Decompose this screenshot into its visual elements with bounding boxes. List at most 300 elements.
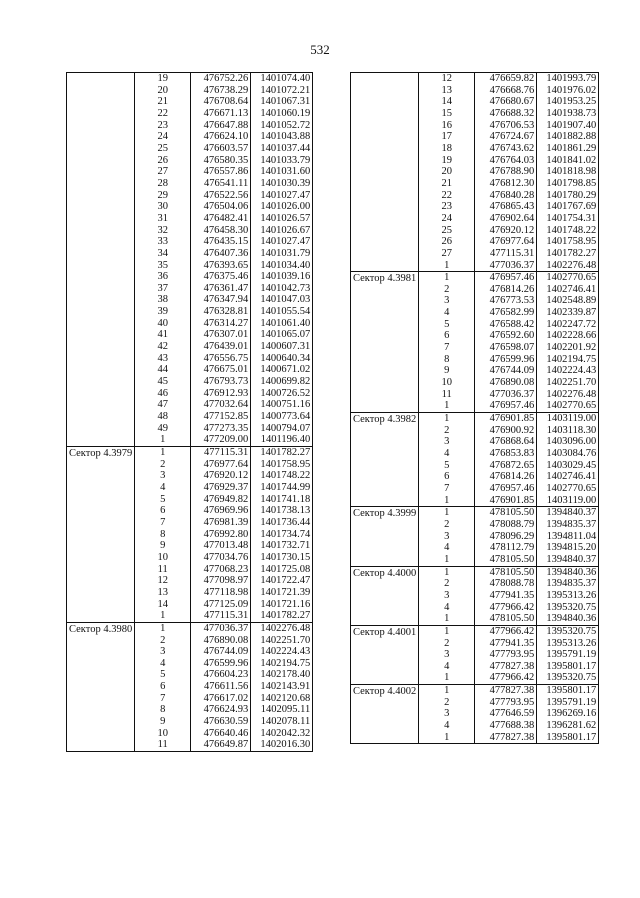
point-number: 3 bbox=[135, 646, 191, 658]
sector-label: Сектор 4.3999 bbox=[351, 507, 419, 566]
x-coordinate: 477209.00 bbox=[191, 434, 251, 446]
sector-label: Сектор 4.3979 bbox=[67, 447, 135, 623]
y-coordinate: 1401736.44 bbox=[251, 517, 313, 529]
point-number: 1 bbox=[135, 434, 191, 446]
point-number: 3 bbox=[419, 590, 475, 602]
x-coordinate: 476793.73 bbox=[191, 376, 251, 388]
x-coordinate: 476592.60 bbox=[475, 330, 537, 342]
point-number: 10 bbox=[135, 728, 191, 740]
y-coordinate: 1401732.71 bbox=[251, 540, 313, 552]
point-number: 7 bbox=[419, 483, 475, 495]
x-coordinate: 477941.35 bbox=[475, 638, 537, 650]
point-number: 37 bbox=[135, 283, 191, 295]
y-coordinate: 1401065.07 bbox=[251, 329, 313, 341]
y-coordinate: 1395791.19 bbox=[537, 697, 599, 709]
x-coordinate: 476347.94 bbox=[191, 294, 251, 306]
point-number: 20 bbox=[419, 166, 475, 178]
x-coordinate: 476630.59 bbox=[191, 716, 251, 728]
y-coordinate: 1395320.75 bbox=[537, 672, 599, 684]
point-number: 24 bbox=[135, 131, 191, 143]
y-coordinate: 1401748.22 bbox=[251, 470, 313, 482]
y-coordinate: 1400699.82 bbox=[251, 376, 313, 388]
y-coordinate: 1394840.36 bbox=[537, 566, 599, 578]
point-number: 1 bbox=[419, 732, 475, 744]
point-number: 38 bbox=[135, 294, 191, 306]
x-coordinate: 476752.26 bbox=[191, 73, 251, 85]
x-coordinate: 476957.46 bbox=[475, 400, 537, 412]
point-number: 5 bbox=[135, 494, 191, 506]
y-coordinate: 1401026.67 bbox=[251, 225, 313, 237]
point-number: 9 bbox=[135, 540, 191, 552]
y-coordinate: 1401748.22 bbox=[537, 225, 599, 237]
y-coordinate: 1395801.17 bbox=[537, 661, 599, 673]
point-number: 26 bbox=[419, 236, 475, 248]
point-number: 1 bbox=[419, 672, 475, 684]
x-coordinate: 476814.26 bbox=[475, 471, 537, 483]
y-coordinate: 1396269.16 bbox=[537, 708, 599, 720]
y-coordinate: 1401882.88 bbox=[537, 131, 599, 143]
x-coordinate: 476522.56 bbox=[191, 190, 251, 202]
point-number: 41 bbox=[135, 329, 191, 341]
coordinates-table-right bbox=[350, 72, 599, 744]
x-coordinate: 476314.27 bbox=[191, 318, 251, 330]
point-number: 7 bbox=[135, 693, 191, 705]
y-coordinate: 1402201.92 bbox=[537, 342, 599, 354]
x-coordinate: 477646.59 bbox=[475, 708, 537, 720]
point-number: 20 bbox=[135, 85, 191, 97]
point-number: 3 bbox=[419, 436, 475, 448]
y-coordinate: 1403118.30 bbox=[537, 425, 599, 437]
x-coordinate: 477688.38 bbox=[475, 720, 537, 732]
x-coordinate: 476361.47 bbox=[191, 283, 251, 295]
x-coordinate: 476375.46 bbox=[191, 271, 251, 283]
point-number: 39 bbox=[135, 306, 191, 318]
table-row bbox=[67, 73, 313, 85]
sector-label: Сектор 4.4001 bbox=[351, 625, 419, 684]
y-coordinate: 1401030.39 bbox=[251, 178, 313, 190]
x-coordinate: 477032.64 bbox=[191, 399, 251, 411]
point-number: 3 bbox=[419, 708, 475, 720]
x-coordinate: 476743.62 bbox=[475, 143, 537, 155]
x-coordinate: 476640.46 bbox=[191, 728, 251, 740]
x-coordinate: 477966.42 bbox=[475, 602, 537, 614]
x-coordinate: 476788.90 bbox=[475, 166, 537, 178]
y-coordinate: 1401758.95 bbox=[537, 236, 599, 248]
y-coordinate: 1402016.30 bbox=[251, 739, 313, 751]
y-coordinate: 1401782.27 bbox=[251, 610, 313, 622]
sector-label: Сектор 4.3980 bbox=[67, 622, 135, 751]
y-coordinate: 1400773.64 bbox=[251, 411, 313, 423]
y-coordinate: 1395320.75 bbox=[537, 625, 599, 637]
sector-label bbox=[351, 73, 419, 272]
point-number: 8 bbox=[135, 704, 191, 716]
point-number: 49 bbox=[135, 423, 191, 435]
x-coordinate: 476680.67 bbox=[475, 96, 537, 108]
y-coordinate: 1401754.31 bbox=[537, 213, 599, 225]
sector-label: Сектор 4.3982 bbox=[351, 413, 419, 507]
point-number: 27 bbox=[135, 166, 191, 178]
table-row bbox=[351, 625, 599, 637]
x-coordinate: 476675.01 bbox=[191, 364, 251, 376]
x-coordinate: 476744.09 bbox=[475, 365, 537, 377]
point-number: 23 bbox=[135, 120, 191, 132]
x-coordinate: 476482.41 bbox=[191, 213, 251, 225]
x-coordinate: 476901.85 bbox=[475, 495, 537, 507]
x-coordinate: 477098.97 bbox=[191, 575, 251, 587]
x-coordinate: 477036.37 bbox=[191, 622, 251, 634]
point-number: 44 bbox=[135, 364, 191, 376]
x-coordinate: 476624.93 bbox=[191, 704, 251, 716]
point-number: 12 bbox=[419, 73, 475, 85]
x-coordinate: 478088.79 bbox=[475, 519, 537, 531]
y-coordinate: 1401060.19 bbox=[251, 108, 313, 120]
x-coordinate: 477827.38 bbox=[475, 732, 537, 744]
x-coordinate: 476773.53 bbox=[475, 295, 537, 307]
point-number: 1 bbox=[419, 400, 475, 412]
point-number: 2 bbox=[419, 425, 475, 437]
point-number: 11 bbox=[135, 739, 191, 751]
x-coordinate: 478105.50 bbox=[475, 566, 537, 578]
x-coordinate: 477966.42 bbox=[475, 625, 537, 637]
x-coordinate: 477068.23 bbox=[191, 564, 251, 576]
y-coordinate: 1402548.89 bbox=[537, 295, 599, 307]
point-number: 40 bbox=[135, 318, 191, 330]
y-coordinate: 1401782.27 bbox=[537, 248, 599, 260]
y-coordinate: 1401730.15 bbox=[251, 552, 313, 564]
point-number: 8 bbox=[135, 529, 191, 541]
table-row bbox=[351, 507, 599, 519]
y-coordinate: 1401052.72 bbox=[251, 120, 313, 132]
point-number: 25 bbox=[419, 225, 475, 237]
y-coordinate: 1400794.07 bbox=[251, 423, 313, 435]
x-coordinate: 476647.88 bbox=[191, 120, 251, 132]
y-coordinate: 1402224.43 bbox=[251, 646, 313, 658]
point-number: 1 bbox=[419, 613, 475, 625]
point-number: 1 bbox=[135, 622, 191, 634]
point-number: 25 bbox=[135, 143, 191, 155]
point-number: 1 bbox=[419, 413, 475, 425]
x-coordinate: 476890.08 bbox=[191, 635, 251, 647]
y-coordinate: 1401196.40 bbox=[251, 434, 313, 446]
y-coordinate: 1401798.85 bbox=[537, 178, 599, 190]
point-number: 22 bbox=[419, 190, 475, 202]
point-number: 42 bbox=[135, 341, 191, 353]
point-number: 1 bbox=[135, 447, 191, 459]
y-coordinate: 1401055.54 bbox=[251, 306, 313, 318]
x-coordinate: 476840.28 bbox=[475, 190, 537, 202]
point-number: 2 bbox=[419, 697, 475, 709]
y-coordinate: 1401027.47 bbox=[251, 190, 313, 202]
point-number: 34 bbox=[135, 248, 191, 260]
x-coordinate: 476624.10 bbox=[191, 131, 251, 143]
x-coordinate: 477115.31 bbox=[191, 447, 251, 459]
point-number: 1 bbox=[419, 685, 475, 697]
x-coordinate: 476738.29 bbox=[191, 85, 251, 97]
x-coordinate: 476969.96 bbox=[191, 505, 251, 517]
x-coordinate: 476541.11 bbox=[191, 178, 251, 190]
table-row bbox=[351, 566, 599, 578]
y-coordinate: 1394815.20 bbox=[537, 542, 599, 554]
y-coordinate: 1402251.70 bbox=[251, 635, 313, 647]
y-coordinate: 1402746.41 bbox=[537, 284, 599, 296]
point-number: 29 bbox=[135, 190, 191, 202]
y-coordinate: 1395313.26 bbox=[537, 590, 599, 602]
y-coordinate: 1401026.00 bbox=[251, 201, 313, 213]
point-number: 4 bbox=[135, 658, 191, 670]
y-coordinate: 1402247.72 bbox=[537, 319, 599, 331]
point-number: 4 bbox=[419, 307, 475, 319]
y-coordinate: 1401722.47 bbox=[251, 575, 313, 587]
x-coordinate: 476649.87 bbox=[191, 739, 251, 751]
x-coordinate: 476949.82 bbox=[191, 494, 251, 506]
y-coordinate: 1402042.32 bbox=[251, 728, 313, 740]
x-coordinate: 476599.96 bbox=[191, 658, 251, 670]
y-coordinate: 1401725.08 bbox=[251, 564, 313, 576]
y-coordinate: 1401039.16 bbox=[251, 271, 313, 283]
point-number: 36 bbox=[135, 271, 191, 283]
y-coordinate: 1400751.16 bbox=[251, 399, 313, 411]
y-coordinate: 1402224.43 bbox=[537, 365, 599, 377]
x-coordinate: 478096.29 bbox=[475, 531, 537, 543]
point-number: 11 bbox=[135, 564, 191, 576]
y-coordinate: 1402194.75 bbox=[537, 354, 599, 366]
x-coordinate: 476659.82 bbox=[475, 73, 537, 85]
y-coordinate: 1402251.70 bbox=[537, 377, 599, 389]
page-number: 532 bbox=[310, 42, 330, 57]
point-number: 11 bbox=[419, 389, 475, 401]
x-coordinate: 476920.12 bbox=[191, 470, 251, 482]
x-coordinate: 476598.07 bbox=[475, 342, 537, 354]
point-number: 2 bbox=[419, 638, 475, 650]
y-coordinate: 1401031.60 bbox=[251, 166, 313, 178]
y-coordinate: 1394835.37 bbox=[537, 519, 599, 531]
point-number: 30 bbox=[135, 201, 191, 213]
point-number: 22 bbox=[135, 108, 191, 120]
x-coordinate: 476868.64 bbox=[475, 436, 537, 448]
table-row bbox=[67, 447, 313, 459]
y-coordinate: 1401037.44 bbox=[251, 143, 313, 155]
x-coordinate: 476307.01 bbox=[191, 329, 251, 341]
y-coordinate: 1395791.19 bbox=[537, 649, 599, 661]
y-coordinate: 1401993.79 bbox=[537, 73, 599, 85]
sector-label: Сектор 4.4000 bbox=[351, 566, 419, 625]
x-coordinate: 477115.31 bbox=[191, 610, 251, 622]
y-coordinate: 1401061.40 bbox=[251, 318, 313, 330]
y-coordinate: 1401074.40 bbox=[251, 73, 313, 85]
x-coordinate: 476977.64 bbox=[475, 236, 537, 248]
y-coordinate: 1401072.21 bbox=[251, 85, 313, 97]
y-coordinate: 1402078.11 bbox=[251, 716, 313, 728]
point-number: 4 bbox=[419, 661, 475, 673]
y-coordinate: 1400671.02 bbox=[251, 364, 313, 376]
x-coordinate: 476902.64 bbox=[475, 213, 537, 225]
y-coordinate: 1401042.73 bbox=[251, 283, 313, 295]
y-coordinate: 1401033.79 bbox=[251, 155, 313, 167]
x-coordinate: 476957.46 bbox=[475, 272, 537, 284]
point-number: 35 bbox=[135, 260, 191, 272]
x-coordinate: 476435.15 bbox=[191, 236, 251, 248]
point-number: 3 bbox=[419, 649, 475, 661]
point-number: 6 bbox=[419, 471, 475, 483]
point-number: 3 bbox=[135, 470, 191, 482]
y-coordinate: 1402770.65 bbox=[537, 400, 599, 412]
y-coordinate: 1395313.26 bbox=[537, 638, 599, 650]
point-number: 24 bbox=[419, 213, 475, 225]
y-coordinate: 1394840.36 bbox=[537, 613, 599, 625]
x-coordinate: 476812.30 bbox=[475, 178, 537, 190]
x-coordinate: 477941.35 bbox=[475, 590, 537, 602]
y-coordinate: 1401026.57 bbox=[251, 213, 313, 225]
x-coordinate: 476671.13 bbox=[191, 108, 251, 120]
x-coordinate: 476992.80 bbox=[191, 529, 251, 541]
point-number: 6 bbox=[419, 330, 475, 342]
point-number: 10 bbox=[135, 552, 191, 564]
point-number: 3 bbox=[419, 531, 475, 543]
y-coordinate: 1394840.37 bbox=[537, 507, 599, 519]
point-number: 4 bbox=[419, 720, 475, 732]
point-number: 33 bbox=[135, 236, 191, 248]
y-coordinate: 1402178.40 bbox=[251, 669, 313, 681]
point-number: 5 bbox=[135, 669, 191, 681]
x-coordinate: 476744.09 bbox=[191, 646, 251, 658]
point-number: 21 bbox=[135, 96, 191, 108]
point-number: 1 bbox=[419, 554, 475, 566]
x-coordinate: 476328.81 bbox=[191, 306, 251, 318]
x-coordinate: 476582.99 bbox=[475, 307, 537, 319]
point-number: 13 bbox=[135, 587, 191, 599]
point-number: 1 bbox=[419, 495, 475, 507]
point-number: 18 bbox=[419, 143, 475, 155]
y-coordinate: 1402770.65 bbox=[537, 272, 599, 284]
x-coordinate: 476890.08 bbox=[475, 377, 537, 389]
x-coordinate: 476853.83 bbox=[475, 448, 537, 460]
y-coordinate: 1401841.02 bbox=[537, 155, 599, 167]
point-number: 7 bbox=[419, 342, 475, 354]
point-number: 12 bbox=[135, 575, 191, 587]
y-coordinate: 1395801.17 bbox=[537, 732, 599, 744]
y-coordinate: 1401738.13 bbox=[251, 505, 313, 517]
x-coordinate: 476393.65 bbox=[191, 260, 251, 272]
point-number: 7 bbox=[135, 517, 191, 529]
x-coordinate: 476912.93 bbox=[191, 388, 251, 400]
y-coordinate: 1401031.79 bbox=[251, 248, 313, 260]
y-coordinate: 1401907.40 bbox=[537, 120, 599, 132]
x-coordinate: 476872.65 bbox=[475, 460, 537, 472]
point-number: 23 bbox=[419, 201, 475, 213]
y-coordinate: 1402143.91 bbox=[251, 681, 313, 693]
x-coordinate: 477152.85 bbox=[191, 411, 251, 423]
point-number: 16 bbox=[419, 120, 475, 132]
point-number: 26 bbox=[135, 155, 191, 167]
x-coordinate: 476588.42 bbox=[475, 319, 537, 331]
x-coordinate: 477273.35 bbox=[191, 423, 251, 435]
x-coordinate: 477125.09 bbox=[191, 599, 251, 611]
point-number: 15 bbox=[419, 108, 475, 120]
sector-label: Сектор 4.4002 bbox=[351, 685, 419, 744]
x-coordinate: 478088.78 bbox=[475, 578, 537, 590]
y-coordinate: 1401047.03 bbox=[251, 294, 313, 306]
point-number: 9 bbox=[419, 365, 475, 377]
point-number: 14 bbox=[135, 599, 191, 611]
point-number: 2 bbox=[419, 578, 475, 590]
x-coordinate: 477827.38 bbox=[475, 685, 537, 697]
point-number: 1 bbox=[419, 272, 475, 284]
y-coordinate: 1401721.39 bbox=[251, 587, 313, 599]
point-number: 5 bbox=[419, 319, 475, 331]
point-number: 13 bbox=[419, 85, 475, 97]
point-number: 2 bbox=[419, 284, 475, 296]
y-coordinate: 1394811.04 bbox=[537, 531, 599, 543]
x-coordinate: 477118.98 bbox=[191, 587, 251, 599]
y-coordinate: 1403084.76 bbox=[537, 448, 599, 460]
x-coordinate: 476580.35 bbox=[191, 155, 251, 167]
x-coordinate: 476708.64 bbox=[191, 96, 251, 108]
point-number: 2 bbox=[419, 519, 475, 531]
x-coordinate: 476439.01 bbox=[191, 341, 251, 353]
point-number: 19 bbox=[135, 73, 191, 85]
point-number: 1 bbox=[419, 507, 475, 519]
y-coordinate: 1402228.66 bbox=[537, 330, 599, 342]
x-coordinate: 476556.75 bbox=[191, 353, 251, 365]
point-number: 21 bbox=[419, 178, 475, 190]
point-number: 14 bbox=[419, 96, 475, 108]
point-number: 28 bbox=[135, 178, 191, 190]
coordinates-table-left bbox=[66, 72, 313, 752]
point-number: 10 bbox=[419, 377, 475, 389]
y-coordinate: 1401043.88 bbox=[251, 131, 313, 143]
point-number: 4 bbox=[419, 448, 475, 460]
x-coordinate: 477036.37 bbox=[475, 389, 537, 401]
sector-label: Сектор 4.3981 bbox=[351, 272, 419, 413]
x-coordinate: 476504.06 bbox=[191, 201, 251, 213]
sector-label bbox=[67, 73, 135, 447]
y-coordinate: 1403119.00 bbox=[537, 495, 599, 507]
y-coordinate: 1403119.00 bbox=[537, 413, 599, 425]
point-number: 2 bbox=[135, 459, 191, 471]
x-coordinate: 476981.39 bbox=[191, 517, 251, 529]
y-coordinate: 1401741.18 bbox=[251, 494, 313, 506]
point-number: 5 bbox=[419, 460, 475, 472]
y-coordinate: 1396281.62 bbox=[537, 720, 599, 732]
y-coordinate: 1395320.75 bbox=[537, 602, 599, 614]
y-coordinate: 1402339.87 bbox=[537, 307, 599, 319]
y-coordinate: 1400726.52 bbox=[251, 388, 313, 400]
table-row bbox=[351, 272, 599, 284]
y-coordinate: 1402120.68 bbox=[251, 693, 313, 705]
x-coordinate: 476900.92 bbox=[475, 425, 537, 437]
y-coordinate: 1403096.00 bbox=[537, 436, 599, 448]
x-coordinate: 478105.50 bbox=[475, 554, 537, 566]
point-number: 32 bbox=[135, 225, 191, 237]
table-row bbox=[67, 622, 313, 634]
point-number: 9 bbox=[135, 716, 191, 728]
y-coordinate: 1402276.48 bbox=[251, 622, 313, 634]
x-coordinate: 476764.03 bbox=[475, 155, 537, 167]
x-coordinate: 476957.46 bbox=[475, 483, 537, 495]
x-coordinate: 476977.64 bbox=[191, 459, 251, 471]
x-coordinate: 476557.86 bbox=[191, 166, 251, 178]
point-number: 1 bbox=[419, 260, 475, 272]
point-number: 1 bbox=[419, 625, 475, 637]
y-coordinate: 1402770.65 bbox=[537, 483, 599, 495]
y-coordinate: 1401734.74 bbox=[251, 529, 313, 541]
x-coordinate: 476604.23 bbox=[191, 669, 251, 681]
y-coordinate: 1401861.29 bbox=[537, 143, 599, 155]
x-coordinate: 476865.43 bbox=[475, 201, 537, 213]
y-coordinate: 1401780.29 bbox=[537, 190, 599, 202]
point-number: 4 bbox=[419, 542, 475, 554]
point-number: 45 bbox=[135, 376, 191, 388]
